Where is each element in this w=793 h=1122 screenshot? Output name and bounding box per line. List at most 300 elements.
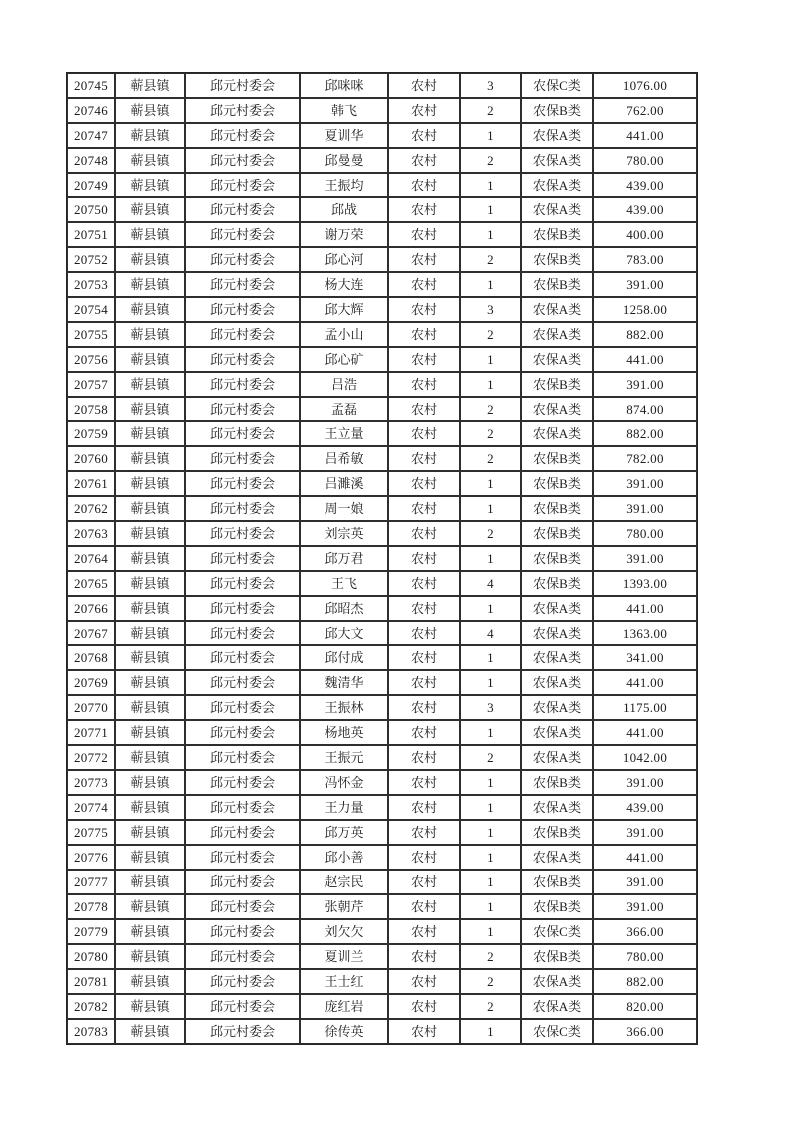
person-name-cell: 刘欠欠 xyxy=(300,919,388,944)
table-row xyxy=(67,894,697,919)
person-name-cell: 冯怀金 xyxy=(300,770,388,795)
person-count-cell: 1 xyxy=(460,770,521,795)
amount-cell: 782.00 xyxy=(593,446,697,471)
village-committee-cell: 邱元村委会 xyxy=(185,894,300,919)
village-committee-cell: 邱元村委会 xyxy=(185,919,300,944)
person-count-cell: 1 xyxy=(460,123,521,148)
person-count-cell: 1 xyxy=(460,795,521,820)
town-cell: 蕲县镇 xyxy=(115,446,185,471)
person-count-cell: 2 xyxy=(460,944,521,969)
household-type-cell: 农村 xyxy=(388,621,460,646)
table-row xyxy=(67,347,697,372)
insurance-category-cell: 农保A类 xyxy=(521,795,593,820)
insurance-category-cell: 农保B类 xyxy=(521,870,593,895)
serial-number-cell: 20766 xyxy=(67,596,115,621)
town-cell: 蕲县镇 xyxy=(115,297,185,322)
amount-cell: 780.00 xyxy=(593,521,697,546)
person-name-cell: 周一娘 xyxy=(300,496,388,521)
household-type-cell: 农村 xyxy=(388,471,460,496)
insurance-category-cell: 农保A类 xyxy=(521,197,593,222)
town-cell: 蕲县镇 xyxy=(115,421,185,446)
serial-number-cell: 20765 xyxy=(67,571,115,596)
person-name-cell: 吕希敏 xyxy=(300,446,388,471)
town-cell: 蕲县镇 xyxy=(115,894,185,919)
village-committee-cell: 邱元村委会 xyxy=(185,148,300,173)
table-row xyxy=(67,944,697,969)
village-committee-cell: 邱元村委会 xyxy=(185,820,300,845)
household-type-cell: 农村 xyxy=(388,546,460,571)
town-cell: 蕲县镇 xyxy=(115,73,185,98)
household-type-cell: 农村 xyxy=(388,521,460,546)
insurance-category-cell: 农保C类 xyxy=(521,73,593,98)
insurance-category-cell: 农保B类 xyxy=(521,820,593,845)
serial-number-cell: 20774 xyxy=(67,795,115,820)
table-row xyxy=(67,73,697,98)
insurance-category-cell: 农保A类 xyxy=(521,621,593,646)
person-name-cell: 邱大辉 xyxy=(300,297,388,322)
town-cell: 蕲县镇 xyxy=(115,994,185,1019)
table-row xyxy=(67,98,697,123)
person-count-cell: 1 xyxy=(460,173,521,198)
household-type-cell: 农村 xyxy=(388,670,460,695)
insurance-category-cell: 农保A类 xyxy=(521,123,593,148)
person-name-cell: 邱万君 xyxy=(300,546,388,571)
person-name-cell: 徐传英 xyxy=(300,1019,388,1044)
town-cell: 蕲县镇 xyxy=(115,720,185,745)
serial-number-cell: 20747 xyxy=(67,123,115,148)
person-count-cell: 1 xyxy=(460,496,521,521)
town-cell: 蕲县镇 xyxy=(115,397,185,422)
insurance-category-cell: 农保B类 xyxy=(521,944,593,969)
pension-benefits-table xyxy=(66,72,698,1045)
village-committee-cell: 邱元村委会 xyxy=(185,994,300,1019)
table-row xyxy=(67,148,697,173)
town-cell: 蕲县镇 xyxy=(115,969,185,994)
village-committee-cell: 邱元村委会 xyxy=(185,123,300,148)
person-name-cell: 王士红 xyxy=(300,969,388,994)
village-committee-cell: 邱元村委会 xyxy=(185,770,300,795)
insurance-category-cell: 农保C类 xyxy=(521,1019,593,1044)
household-type-cell: 农村 xyxy=(388,770,460,795)
insurance-category-cell: 农保B类 xyxy=(521,770,593,795)
household-type-cell: 农村 xyxy=(388,247,460,272)
amount-cell: 391.00 xyxy=(593,496,697,521)
town-cell: 蕲县镇 xyxy=(115,870,185,895)
person-count-cell: 1 xyxy=(460,347,521,372)
insurance-category-cell: 农保C类 xyxy=(521,919,593,944)
person-name-cell: 张朝芹 xyxy=(300,894,388,919)
insurance-category-cell: 农保B类 xyxy=(521,521,593,546)
serial-number-cell: 20779 xyxy=(67,919,115,944)
person-count-cell: 2 xyxy=(460,994,521,1019)
household-type-cell: 农村 xyxy=(388,795,460,820)
household-type-cell: 农村 xyxy=(388,870,460,895)
insurance-category-cell: 农保A类 xyxy=(521,745,593,770)
insurance-category-cell: 农保A类 xyxy=(521,347,593,372)
serial-number-cell: 20750 xyxy=(67,197,115,222)
household-type-cell: 农村 xyxy=(388,148,460,173)
insurance-category-cell: 农保B类 xyxy=(521,247,593,272)
person-count-cell: 1 xyxy=(460,720,521,745)
amount-cell: 780.00 xyxy=(593,944,697,969)
table-row xyxy=(67,297,697,322)
town-cell: 蕲县镇 xyxy=(115,596,185,621)
insurance-category-cell: 农保A类 xyxy=(521,397,593,422)
serial-number-cell: 20752 xyxy=(67,247,115,272)
town-cell: 蕲县镇 xyxy=(115,471,185,496)
table-row xyxy=(67,571,697,596)
household-type-cell: 农村 xyxy=(388,596,460,621)
household-type-cell: 农村 xyxy=(388,73,460,98)
insurance-category-cell: 农保A类 xyxy=(521,994,593,1019)
person-name-cell: 王立量 xyxy=(300,421,388,446)
town-cell: 蕲县镇 xyxy=(115,322,185,347)
town-cell: 蕲县镇 xyxy=(115,621,185,646)
town-cell: 蕲县镇 xyxy=(115,670,185,695)
town-cell: 蕲县镇 xyxy=(115,272,185,297)
table-row xyxy=(67,222,697,247)
village-committee-cell: 邱元村委会 xyxy=(185,795,300,820)
person-name-cell: 韩飞 xyxy=(300,98,388,123)
town-cell: 蕲县镇 xyxy=(115,645,185,670)
amount-cell: 366.00 xyxy=(593,1019,697,1044)
insurance-category-cell: 农保A类 xyxy=(521,695,593,720)
serial-number-cell: 20776 xyxy=(67,845,115,870)
person-count-cell: 1 xyxy=(460,919,521,944)
person-name-cell: 谢万荣 xyxy=(300,222,388,247)
person-count-cell: 4 xyxy=(460,571,521,596)
person-name-cell: 杨大连 xyxy=(300,272,388,297)
person-name-cell: 刘宗英 xyxy=(300,521,388,546)
amount-cell: 783.00 xyxy=(593,247,697,272)
serial-number-cell: 20777 xyxy=(67,870,115,895)
serial-number-cell: 20748 xyxy=(67,148,115,173)
table-row xyxy=(67,994,697,1019)
insurance-category-cell: 农保B类 xyxy=(521,471,593,496)
person-name-cell: 吕濉溪 xyxy=(300,471,388,496)
town-cell: 蕲县镇 xyxy=(115,944,185,969)
table-row xyxy=(67,621,697,646)
person-name-cell: 邱心矿 xyxy=(300,347,388,372)
household-type-cell: 农村 xyxy=(388,297,460,322)
serial-number-cell: 20749 xyxy=(67,173,115,198)
household-type-cell: 农村 xyxy=(388,645,460,670)
village-committee-cell: 邱元村委会 xyxy=(185,446,300,471)
town-cell: 蕲县镇 xyxy=(115,1019,185,1044)
village-committee-cell: 邱元村委会 xyxy=(185,173,300,198)
village-committee-cell: 邱元村委会 xyxy=(185,745,300,770)
amount-cell: 391.00 xyxy=(593,870,697,895)
person-count-cell: 2 xyxy=(460,98,521,123)
serial-number-cell: 20751 xyxy=(67,222,115,247)
amount-cell: 391.00 xyxy=(593,894,697,919)
person-count-cell: 1 xyxy=(460,272,521,297)
person-count-cell: 1 xyxy=(460,546,521,571)
person-name-cell: 吕浩 xyxy=(300,372,388,397)
serial-number-cell: 20759 xyxy=(67,421,115,446)
amount-cell: 1258.00 xyxy=(593,297,697,322)
village-committee-cell: 邱元村委会 xyxy=(185,571,300,596)
person-name-cell: 王飞 xyxy=(300,571,388,596)
serial-number-cell: 20754 xyxy=(67,297,115,322)
household-type-cell: 农村 xyxy=(388,969,460,994)
serial-number-cell: 20770 xyxy=(67,695,115,720)
amount-cell: 391.00 xyxy=(593,546,697,571)
serial-number-cell: 20772 xyxy=(67,745,115,770)
household-type-cell: 农村 xyxy=(388,944,460,969)
village-committee-cell: 邱元村委会 xyxy=(185,621,300,646)
amount-cell: 439.00 xyxy=(593,795,697,820)
person-name-cell: 王振元 xyxy=(300,745,388,770)
serial-number-cell: 20753 xyxy=(67,272,115,297)
amount-cell: 441.00 xyxy=(593,596,697,621)
insurance-category-cell: 农保B类 xyxy=(521,222,593,247)
person-count-cell: 1 xyxy=(460,820,521,845)
table-row xyxy=(67,173,697,198)
amount-cell: 874.00 xyxy=(593,397,697,422)
person-name-cell: 夏训华 xyxy=(300,123,388,148)
village-committee-cell: 邱元村委会 xyxy=(185,322,300,347)
village-committee-cell: 邱元村委会 xyxy=(185,222,300,247)
insurance-category-cell: 农保B类 xyxy=(521,571,593,596)
town-cell: 蕲县镇 xyxy=(115,347,185,372)
person-name-cell: 杨地英 xyxy=(300,720,388,745)
amount-cell: 391.00 xyxy=(593,272,697,297)
person-count-cell: 3 xyxy=(460,695,521,720)
serial-number-cell: 20768 xyxy=(67,645,115,670)
table-row xyxy=(67,446,697,471)
person-name-cell: 孟磊 xyxy=(300,397,388,422)
person-count-cell: 1 xyxy=(460,670,521,695)
household-type-cell: 农村 xyxy=(388,222,460,247)
household-type-cell: 农村 xyxy=(388,173,460,198)
town-cell: 蕲县镇 xyxy=(115,123,185,148)
person-name-cell: 邱昭杰 xyxy=(300,596,388,621)
amount-cell: 439.00 xyxy=(593,173,697,198)
amount-cell: 366.00 xyxy=(593,919,697,944)
household-type-cell: 农村 xyxy=(388,695,460,720)
person-name-cell: 邱曼曼 xyxy=(300,148,388,173)
table-row xyxy=(67,197,697,222)
serial-number-cell: 20767 xyxy=(67,621,115,646)
town-cell: 蕲县镇 xyxy=(115,745,185,770)
amount-cell: 1363.00 xyxy=(593,621,697,646)
serial-number-cell: 20755 xyxy=(67,322,115,347)
serial-number-cell: 20763 xyxy=(67,521,115,546)
person-count-cell: 1 xyxy=(460,1019,521,1044)
person-name-cell: 王振林 xyxy=(300,695,388,720)
town-cell: 蕲县镇 xyxy=(115,695,185,720)
village-committee-cell: 邱元村委会 xyxy=(185,496,300,521)
town-cell: 蕲县镇 xyxy=(115,222,185,247)
amount-cell: 762.00 xyxy=(593,98,697,123)
village-committee-cell: 邱元村委会 xyxy=(185,969,300,994)
person-count-cell: 1 xyxy=(460,894,521,919)
table-row xyxy=(67,496,697,521)
person-count-cell: 2 xyxy=(460,322,521,347)
village-committee-cell: 邱元村委会 xyxy=(185,372,300,397)
person-name-cell: 邱战 xyxy=(300,197,388,222)
amount-cell: 441.00 xyxy=(593,845,697,870)
table-body xyxy=(67,73,697,1044)
household-type-cell: 农村 xyxy=(388,322,460,347)
village-committee-cell: 邱元村委会 xyxy=(185,471,300,496)
amount-cell: 441.00 xyxy=(593,123,697,148)
insurance-category-cell: 农保A类 xyxy=(521,645,593,670)
amount-cell: 882.00 xyxy=(593,322,697,347)
village-committee-cell: 邱元村委会 xyxy=(185,695,300,720)
table-row xyxy=(67,247,697,272)
village-committee-cell: 邱元村委会 xyxy=(185,421,300,446)
household-type-cell: 农村 xyxy=(388,272,460,297)
person-count-cell: 1 xyxy=(460,471,521,496)
person-name-cell: 邱付成 xyxy=(300,645,388,670)
insurance-category-cell: 农保A类 xyxy=(521,173,593,198)
amount-cell: 1076.00 xyxy=(593,73,697,98)
town-cell: 蕲县镇 xyxy=(115,148,185,173)
village-committee-cell: 邱元村委会 xyxy=(185,596,300,621)
insurance-category-cell: 农保A类 xyxy=(521,421,593,446)
person-name-cell: 孟小山 xyxy=(300,322,388,347)
table-row xyxy=(67,770,697,795)
table-row xyxy=(67,123,697,148)
serial-number-cell: 20783 xyxy=(67,1019,115,1044)
table-row xyxy=(67,745,697,770)
amount-cell: 391.00 xyxy=(593,372,697,397)
table-row xyxy=(67,795,697,820)
town-cell: 蕲县镇 xyxy=(115,496,185,521)
household-type-cell: 农村 xyxy=(388,845,460,870)
table-row xyxy=(67,870,697,895)
village-committee-cell: 邱元村委会 xyxy=(185,397,300,422)
village-committee-cell: 邱元村委会 xyxy=(185,546,300,571)
amount-cell: 1393.00 xyxy=(593,571,697,596)
table-row xyxy=(67,645,697,670)
person-name-cell: 邱心河 xyxy=(300,247,388,272)
amount-cell: 441.00 xyxy=(593,347,697,372)
person-count-cell: 1 xyxy=(460,222,521,247)
village-committee-cell: 邱元村委会 xyxy=(185,247,300,272)
serial-number-cell: 20775 xyxy=(67,820,115,845)
insurance-category-cell: 农保B类 xyxy=(521,98,593,123)
household-type-cell: 农村 xyxy=(388,421,460,446)
person-name-cell: 邱小善 xyxy=(300,845,388,870)
household-type-cell: 农村 xyxy=(388,446,460,471)
insurance-category-cell: 农保A类 xyxy=(521,670,593,695)
table-row xyxy=(67,596,697,621)
village-committee-cell: 邱元村委会 xyxy=(185,272,300,297)
amount-cell: 441.00 xyxy=(593,720,697,745)
table-row xyxy=(67,546,697,571)
serial-number-cell: 20758 xyxy=(67,397,115,422)
town-cell: 蕲县镇 xyxy=(115,845,185,870)
amount-cell: 1175.00 xyxy=(593,695,697,720)
household-type-cell: 农村 xyxy=(388,571,460,596)
person-count-cell: 2 xyxy=(460,446,521,471)
serial-number-cell: 20778 xyxy=(67,894,115,919)
table-row xyxy=(67,521,697,546)
table-row xyxy=(67,670,697,695)
household-type-cell: 农村 xyxy=(388,820,460,845)
person-count-cell: 4 xyxy=(460,621,521,646)
person-count-cell: 1 xyxy=(460,845,521,870)
village-committee-cell: 邱元村委会 xyxy=(185,1019,300,1044)
insurance-category-cell: 农保A类 xyxy=(521,297,593,322)
town-cell: 蕲县镇 xyxy=(115,571,185,596)
serial-number-cell: 20760 xyxy=(67,446,115,471)
household-type-cell: 农村 xyxy=(388,745,460,770)
household-type-cell: 农村 xyxy=(388,372,460,397)
person-count-cell: 2 xyxy=(460,247,521,272)
person-name-cell: 庞红岩 xyxy=(300,994,388,1019)
person-name-cell: 邱万英 xyxy=(300,820,388,845)
person-name-cell: 邱咪咪 xyxy=(300,73,388,98)
table-row xyxy=(67,919,697,944)
village-committee-cell: 邱元村委会 xyxy=(185,944,300,969)
serial-number-cell: 20773 xyxy=(67,770,115,795)
table-row xyxy=(67,272,697,297)
serial-number-cell: 20756 xyxy=(67,347,115,372)
serial-number-cell: 20769 xyxy=(67,670,115,695)
insurance-category-cell: 农保A类 xyxy=(521,322,593,347)
amount-cell: 820.00 xyxy=(593,994,697,1019)
serial-number-cell: 20746 xyxy=(67,98,115,123)
person-name-cell: 王力量 xyxy=(300,795,388,820)
village-committee-cell: 邱元村委会 xyxy=(185,297,300,322)
town-cell: 蕲县镇 xyxy=(115,521,185,546)
person-name-cell: 王振均 xyxy=(300,173,388,198)
insurance-category-cell: 农保A类 xyxy=(521,596,593,621)
amount-cell: 439.00 xyxy=(593,197,697,222)
insurance-category-cell: 农保B类 xyxy=(521,272,593,297)
insurance-category-cell: 农保A类 xyxy=(521,845,593,870)
town-cell: 蕲县镇 xyxy=(115,919,185,944)
insurance-category-cell: 农保B类 xyxy=(521,446,593,471)
household-type-cell: 农村 xyxy=(388,720,460,745)
table-row xyxy=(67,845,697,870)
insurance-category-cell: 农保A类 xyxy=(521,969,593,994)
household-type-cell: 农村 xyxy=(388,1019,460,1044)
person-count-cell: 2 xyxy=(460,397,521,422)
village-committee-cell: 邱元村委会 xyxy=(185,73,300,98)
village-committee-cell: 邱元村委会 xyxy=(185,870,300,895)
serial-number-cell: 20780 xyxy=(67,944,115,969)
town-cell: 蕲县镇 xyxy=(115,770,185,795)
person-count-cell: 2 xyxy=(460,969,521,994)
household-type-cell: 农村 xyxy=(388,397,460,422)
amount-cell: 882.00 xyxy=(593,421,697,446)
amount-cell: 882.00 xyxy=(593,969,697,994)
village-committee-cell: 邱元村委会 xyxy=(185,98,300,123)
town-cell: 蕲县镇 xyxy=(115,820,185,845)
person-count-cell: 1 xyxy=(460,645,521,670)
insurance-category-cell: 农保B类 xyxy=(521,894,593,919)
serial-number-cell: 20764 xyxy=(67,546,115,571)
amount-cell: 341.00 xyxy=(593,645,697,670)
table-row xyxy=(67,720,697,745)
person-count-cell: 3 xyxy=(460,73,521,98)
town-cell: 蕲县镇 xyxy=(115,197,185,222)
village-committee-cell: 邱元村委会 xyxy=(185,197,300,222)
amount-cell: 391.00 xyxy=(593,471,697,496)
amount-cell: 780.00 xyxy=(593,148,697,173)
person-count-cell: 3 xyxy=(460,297,521,322)
village-committee-cell: 邱元村委会 xyxy=(185,521,300,546)
town-cell: 蕲县镇 xyxy=(115,173,185,198)
household-type-cell: 农村 xyxy=(388,919,460,944)
serial-number-cell: 20761 xyxy=(67,471,115,496)
person-count-cell: 2 xyxy=(460,745,521,770)
